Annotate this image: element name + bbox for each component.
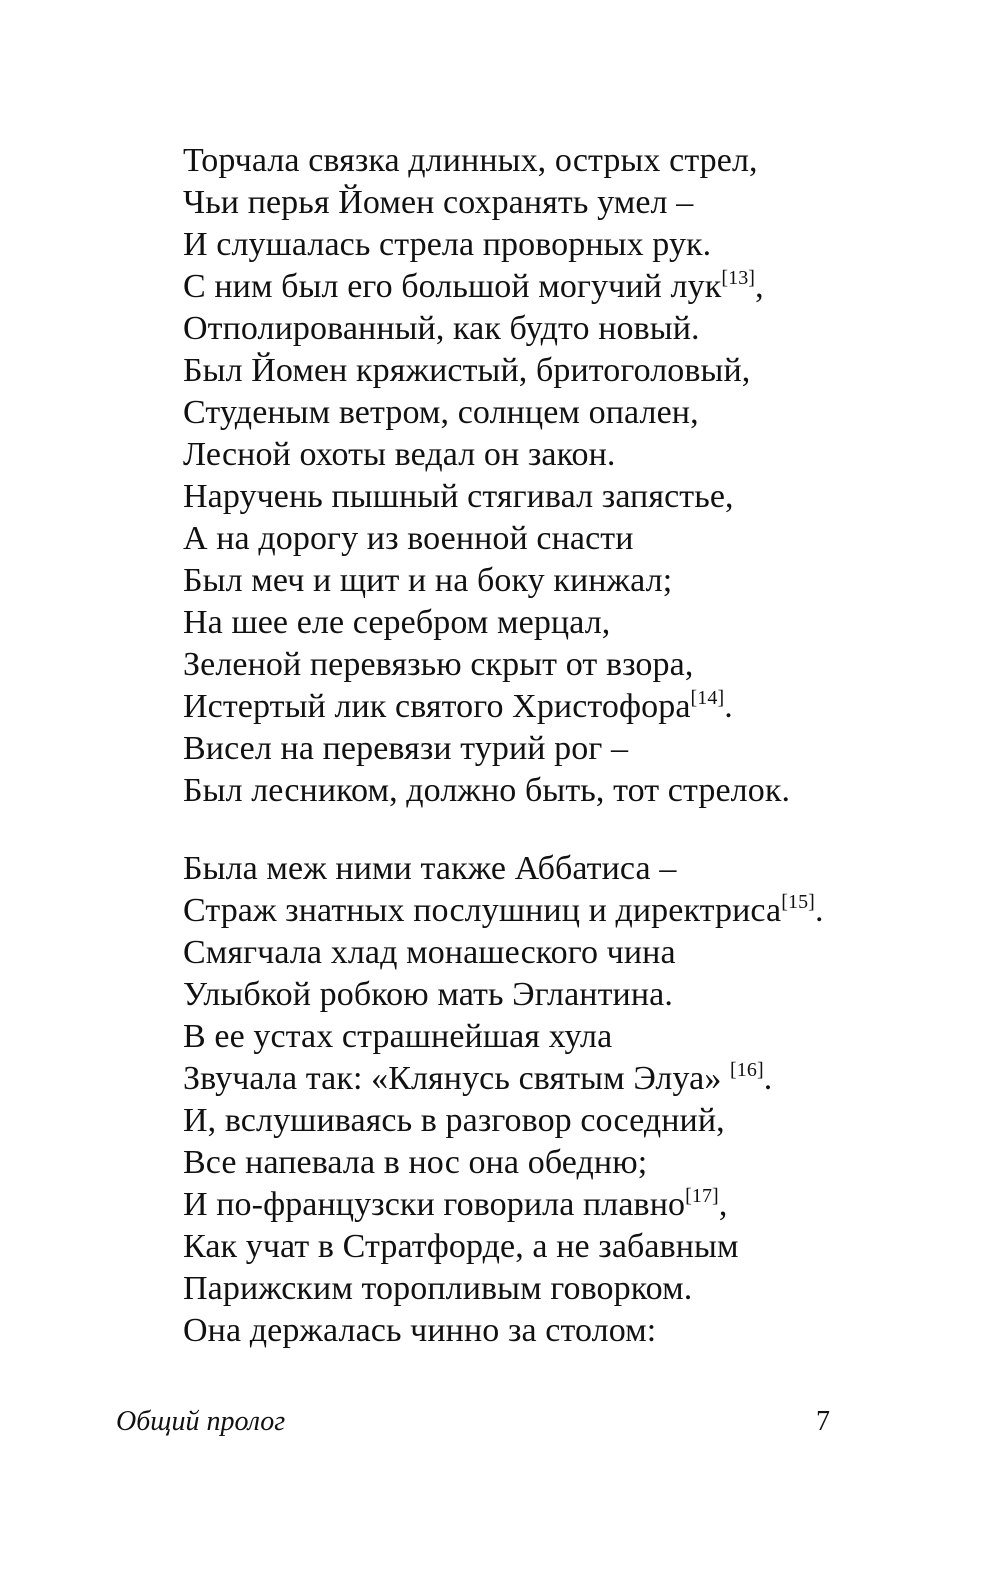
running-footer-title: Общий пролог <box>116 1406 286 1437</box>
footnote-marker[interactable]: [14] <box>690 687 725 709</box>
verse-text: Торчала связка длинных, острых стрел, <box>183 142 758 179</box>
verse-text: Студеным ветром, солнцем опален, <box>183 394 699 431</box>
verse-line <box>183 932 824 974</box>
verse-line <box>183 1142 824 1184</box>
verse-line <box>183 1184 824 1226</box>
footnote-marker[interactable]: [13] <box>721 267 756 289</box>
verse-text: И слушалась стрела проворных рук. <box>183 226 712 263</box>
verse-line <box>183 350 790 392</box>
footnote-marker[interactable]: [17] <box>685 1185 719 1207</box>
verse-line <box>183 686 790 728</box>
verse-text: Была меж ними также Аббатиса – <box>183 850 677 887</box>
verse-line <box>183 392 790 434</box>
verse-line <box>183 140 790 182</box>
verse-text: Был Йомен кряжистый, бритоголовый, <box>183 352 751 389</box>
verse-line <box>183 890 824 932</box>
verse-line <box>183 602 790 644</box>
verse-punctuation: , <box>755 268 764 305</box>
verse-line <box>183 1100 824 1142</box>
verse-line <box>183 1058 824 1100</box>
verse-text: Висел на перевязи турий рог – <box>183 730 629 767</box>
verse-text: Парижским торопливым говорком. <box>183 1270 693 1307</box>
stanza-prioress <box>183 848 824 1352</box>
verse-text: Улыбкой робкою мать Эглантина. <box>183 976 673 1013</box>
footnote-marker[interactable]: [16] <box>730 1059 764 1081</box>
verse-text: Звучала так: «Клянусь святым Элуа» <box>183 1060 731 1097</box>
verse-line <box>183 476 790 518</box>
verse-text: С ним был его большой могучий лук <box>183 268 722 305</box>
verse-line <box>183 848 824 890</box>
verse-line <box>183 1016 824 1058</box>
verse-text: И по-французски говорила плавно <box>183 1186 686 1223</box>
verse-line <box>183 770 790 812</box>
verse-punctuation: . <box>763 1060 773 1097</box>
verse-text: Отполированный, как будто новый. <box>183 310 700 347</box>
page-number: 7 <box>816 1406 830 1437</box>
verse-line <box>183 182 790 224</box>
verse-punctuation: . <box>814 892 824 929</box>
verse-line <box>183 224 790 266</box>
verse-text: Зеленой перевязью скрыт от взора, <box>183 646 694 683</box>
verse-text: Был лесником, должно быть, тот стрелок. <box>183 772 791 809</box>
verse-line <box>183 1226 824 1268</box>
verse-text: Как учат в Стратфорде, а не забавным <box>183 1228 739 1265</box>
verse-line <box>183 434 790 476</box>
verse-text: Лесной охоты ведал он закон. <box>183 436 616 473</box>
verse-line <box>183 308 790 350</box>
verse-text: И, вслушиваясь в разговор соседний, <box>183 1102 725 1139</box>
stanza-yeoman <box>183 140 790 812</box>
verse-line <box>183 518 790 560</box>
verse-text: Чьи перья Йомен сохранять умел – <box>183 184 694 221</box>
footnote-marker[interactable]: [15] <box>781 891 815 913</box>
verse-line <box>183 560 790 602</box>
verse-text: Истертый лик святого Христофора <box>183 688 691 725</box>
verse-text: Был меч и щит и на боку кинжал; <box>183 562 673 599</box>
verse-line <box>183 1310 824 1352</box>
verse-text: В ее устах страшнейшая хула <box>183 1018 613 1055</box>
verse-punctuation: . <box>724 688 733 725</box>
verse-line <box>183 266 790 308</box>
verse-text: Все напевала в нос она обедню; <box>183 1144 648 1181</box>
verse-line <box>183 728 790 770</box>
verse-line <box>183 1268 824 1310</box>
verse-text: Наручень пышный стягивал запястье, <box>183 478 734 515</box>
verse-line <box>183 644 790 686</box>
verse-line <box>183 974 824 1016</box>
verse-text: На шее еле серебром мерцал, <box>183 604 611 641</box>
verse-punctuation: , <box>718 1186 728 1223</box>
verse-text: Она держалась чинно за столом: <box>183 1312 657 1349</box>
verse-text: А на дорогу из военной снасти <box>183 520 634 557</box>
verse-text: Смягчала хлад монашеского чина <box>183 934 676 971</box>
verse-text: Страж знатных послушниц и директриса <box>183 892 782 929</box>
